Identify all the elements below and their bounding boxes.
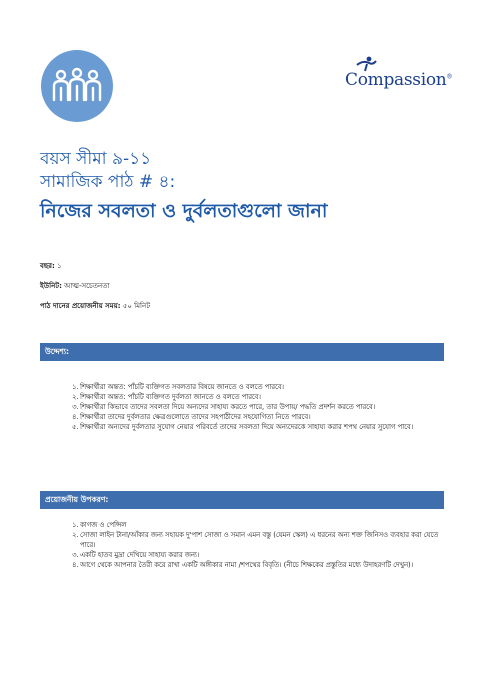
list-item-number: ১. <box>72 383 79 391</box>
list-item-number: ৩. <box>72 551 79 559</box>
unit-row: ইউনিট: আত্ম-সচেতনতা <box>40 282 110 290</box>
age-range: বয়স সীমা ৯-১১ <box>40 149 152 169</box>
list-item-text: সোজা লাইন টানা/আঁকার জন্য সহায়ক দু'পাশ সোজা ও সমান এমন বস্তু (যেমন স্কেল) এ ধরনের অন্য শক্ত জিনিসও ব্যবহার করা যেতে পারে। <box>80 531 439 549</box>
list-item-text: শিক্ষার্থীরা অন্যদের দুর্বলতার সুযোগ নেয়ার পরিবর্তে তাদের সবলতা দিয়ে অন্যদেরকে সাহায্য করার শপথ নেয়ার সুযোগ পাবে। <box>80 423 414 431</box>
list-item <box>72 392 444 402</box>
list-item-text: আগে থেকে আপনার তৈরী করে রাখা একটি অঙ্গীকার নামা /শপথের বিবৃতি। (নীচে শিক্ষকের প্রস্তুতির মধ্যে উদাহরণটি দেখুন)। <box>80 561 414 569</box>
list-item <box>72 382 444 392</box>
lesson-meta <box>40 262 150 322</box>
list-item-text: শিক্ষার্থীরা তাদের দুর্বলতার ক্ষেত্রগুলোতে তাদের সহপাঠীদের সহযোগিতা নিতে পারবে। <box>80 413 311 421</box>
list-item-number: ৪. <box>72 561 79 569</box>
list-item-number: ২. <box>72 531 79 539</box>
list-item <box>72 520 444 530</box>
list-item-number: ৪. <box>72 413 79 421</box>
materials-heading: প্রয়োজনীয় উপকরণ: <box>40 491 444 509</box>
list-item <box>72 422 444 432</box>
list-item <box>72 560 444 570</box>
list-item-number: ১. <box>72 521 79 529</box>
list-item-number: ৫. <box>72 423 79 431</box>
time-row: পাঠ দানের প্রয়োজনীয় সময়: ৫০ মিনিট <box>40 302 151 310</box>
page-title: নিজের সবলতা ও দুর্বলতাগুলো জানা <box>40 200 328 222</box>
list-item-number: ৩. <box>72 403 79 411</box>
list-item <box>72 550 444 560</box>
list-item-text: একটি হাতব মুদ্রা দেখিয়ে সাহায্য করার জন্য। <box>80 551 200 559</box>
objectives-list <box>72 382 444 432</box>
list-item-number: ২. <box>72 393 79 401</box>
group-of-people-icon <box>41 50 113 122</box>
title-block <box>40 148 327 226</box>
list-item <box>72 530 444 550</box>
lesson-number: সামাজিক পাঠ # ৪: <box>40 172 176 192</box>
year-row: বছর: ১ <box>40 262 62 270</box>
list-item-text: কাগজ ও পেন্সিল <box>80 521 127 529</box>
materials-list <box>72 520 444 570</box>
objectives-heading: উদ্দেশ্য: <box>40 343 444 361</box>
list-item-text: শিক্ষার্থীরা অন্তত: পাঁচটি ব্যক্তিগত সবলতার বিষয়ে জানতে ও বলতে পারবে। <box>80 383 284 391</box>
list-item <box>72 402 444 412</box>
compassion-logo <box>345 56 455 96</box>
list-item-text: শিক্ষার্থীরা কিভাবে তাদের সবলতা দিয়ে অন্যদের সাহায্য করতে পারে, তার উপায়/ পদ্ধতি প্রদর্শন করতে পারবে। <box>80 403 376 411</box>
list-item-text: শিক্ষার্থীরা অন্তত: পাঁচটি ব্যক্তিগত দুর্বলতা জানতে ও বলতে পারবে। <box>80 393 261 401</box>
logo-text: Compassion® <box>345 70 453 90</box>
list-item <box>72 412 444 422</box>
